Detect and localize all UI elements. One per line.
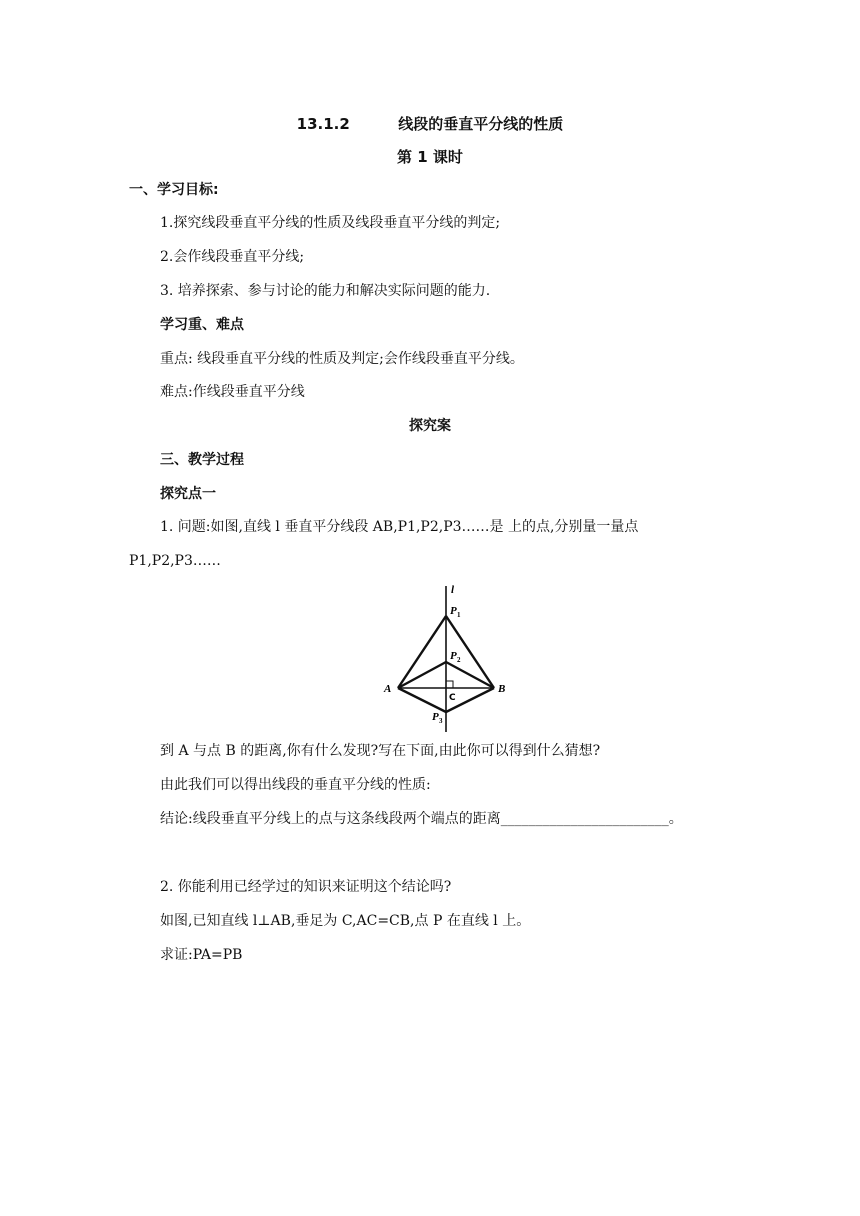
segment-ap1 — [398, 616, 446, 688]
derive-text: 由此我们可以得出线段的垂直平分线的性质: — [160, 777, 431, 793]
svg-text:3: 3 — [439, 717, 443, 725]
goal-item-1: 1.探究线段垂直平分线的性质及线段垂直平分线的判定; — [160, 215, 501, 231]
given-text: 如图,已知直线 l⊥AB,垂足为 C,AC=CB,点 P 在直线 l 上。 — [160, 913, 531, 929]
page-title — [0, 114, 860, 134]
process-heading: 三、教学过程 — [160, 452, 244, 468]
bisector-figure — [380, 578, 512, 734]
segment-ap2 — [398, 662, 446, 688]
key-point: 重点: 线段垂直平分线的性质及判定;会作线段垂直平分线。 — [160, 351, 524, 367]
label-c: C — [449, 693, 456, 703]
difficult-point: 难点:作线段垂直平分线 — [160, 384, 305, 400]
conclusion-text: 结论:线段垂直平分线上的点与这条线段两个端点的距离________________________。 — [160, 811, 683, 827]
after-figure-text: 到 A 与点 B 的距离,你有什么发现?写在下面,由此你可以得到什么猜想? — [160, 743, 601, 759]
keypoints-heading: 学习重、难点 — [160, 317, 244, 333]
label-l: l — [451, 584, 455, 596]
svg-text:P: P — [432, 711, 439, 723]
label-p3 — [432, 711, 443, 725]
svg-text:P: P — [450, 650, 457, 662]
svg-text:1: 1 — [457, 611, 461, 619]
label-p2 — [450, 650, 461, 664]
bisector-diagram — [380, 578, 512, 734]
question-1-line-1: 1. 问题:如图,直线 l 垂直平分线段 AB,P1,P2,P3……是 上的点,分别量一量点 — [160, 519, 639, 535]
goal-item-3: 3. 培养探索、参与讨论的能力和解决实际问题的能力. — [160, 283, 491, 299]
label-b: B — [498, 683, 506, 695]
prove-text: 求证:PA=PB — [160, 947, 243, 963]
point-heading: 探究点一 — [160, 486, 216, 502]
segment-ap3 — [398, 688, 446, 712]
page-subtitle: 第 1 课时 — [397, 148, 463, 166]
right-angle-mark — [446, 681, 453, 688]
goal-item-2: 2.会作线段垂直平分线; — [160, 249, 305, 265]
svg-text:2: 2 — [457, 656, 461, 664]
svg-text:P: P — [450, 605, 457, 617]
title-number: 13.1.2 — [296, 115, 350, 133]
question-1-line-2: P1,P2,P3…… — [129, 553, 221, 569]
question-2: 2. 你能利用已经学过的知识来证明这个结论吗? — [160, 879, 452, 895]
label-p1 — [450, 605, 461, 619]
section-title: 探究案 — [409, 418, 451, 434]
label-a: A — [384, 683, 392, 695]
title-text: 线段的垂直平分线的性质 — [398, 115, 564, 133]
goals-heading: 一、学习目标: — [129, 182, 219, 198]
